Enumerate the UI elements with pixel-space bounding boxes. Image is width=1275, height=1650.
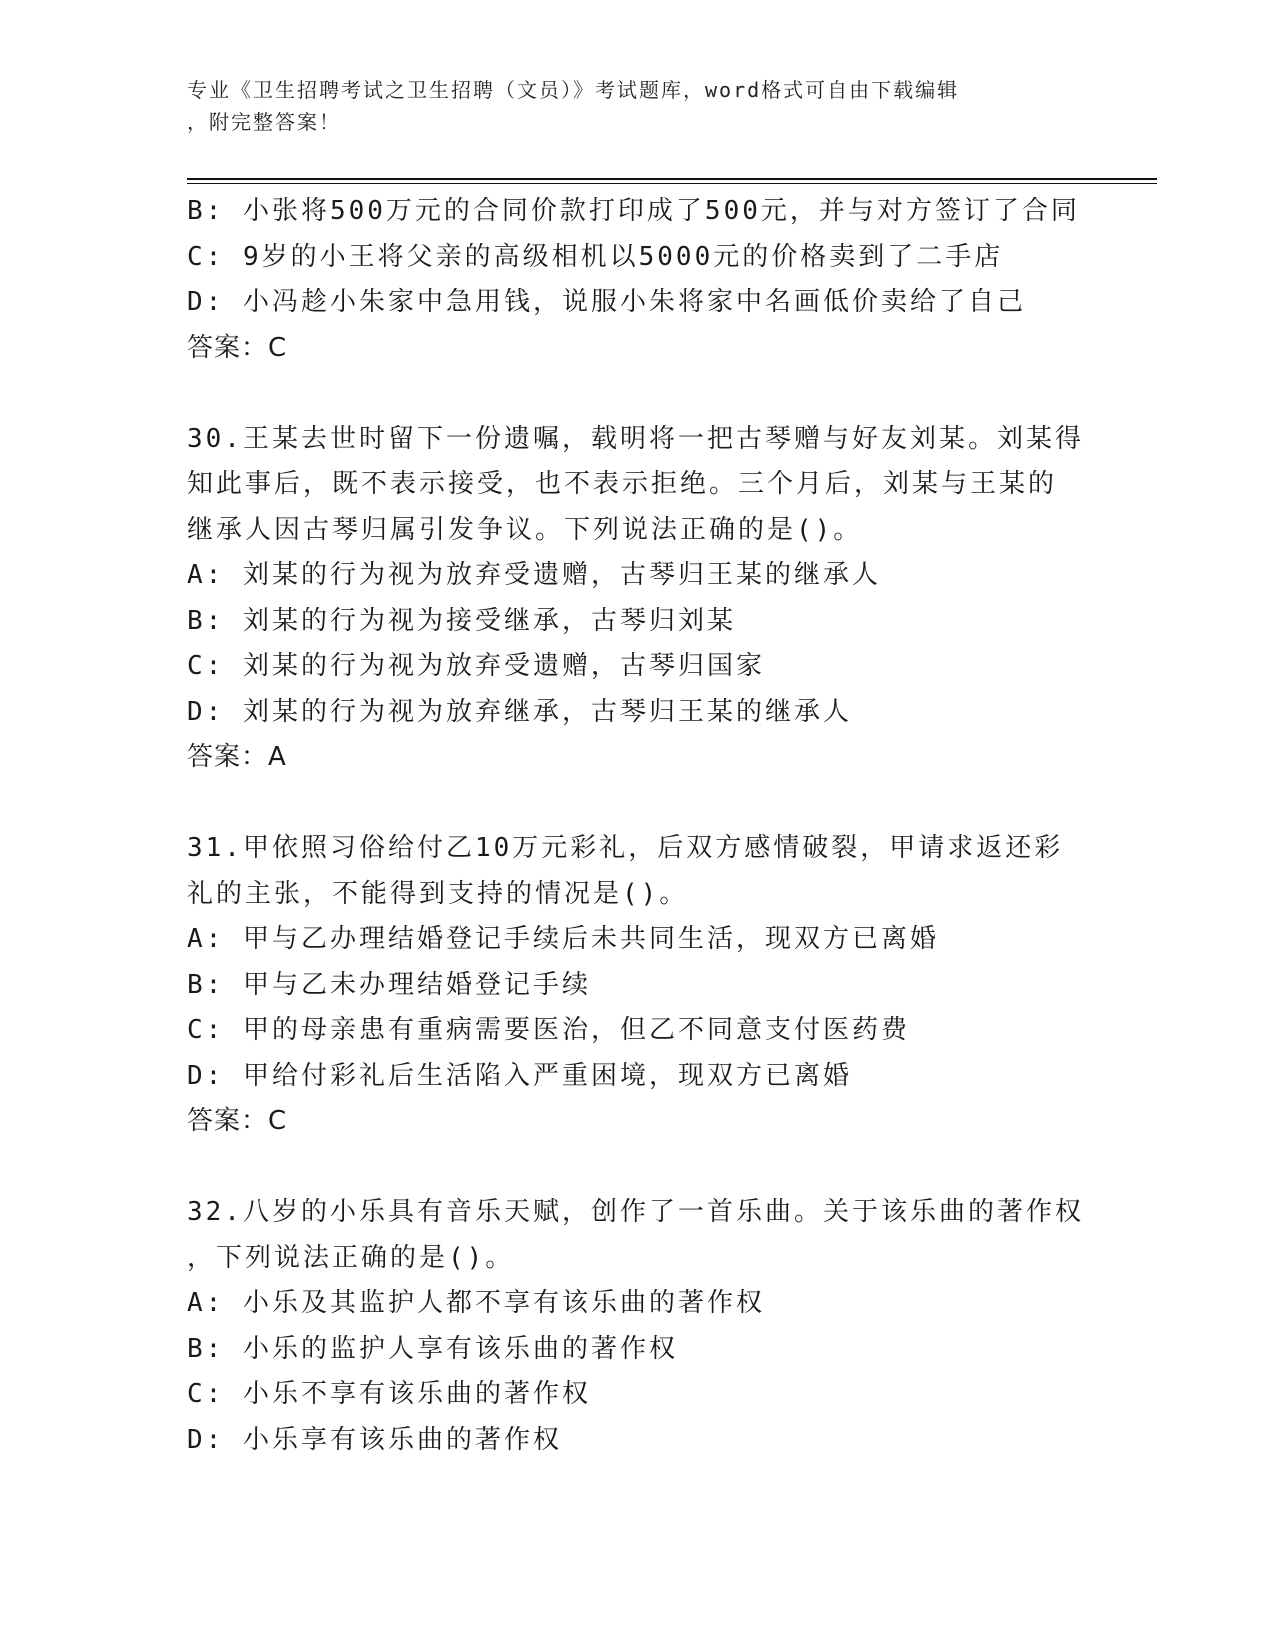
option-c: C: 小乐不享有该乐曲的著作权: [187, 1379, 591, 1409]
option-c: C: 甲的母亲患有重病需要医治，但乙不同意支付医药费: [187, 1015, 910, 1045]
option-b: B: 刘某的行为视为接受继承，古琴归刘某: [187, 605, 736, 636]
option-a: A: 小乐及其监护人都不享有该乐曲的著作权: [187, 1288, 765, 1318]
option-c: C: 9岁的小王将父亲的高级相机以5000元的价格卖到了二手店: [187, 241, 1004, 272]
question-content: [187, 189, 1087, 1463]
header-divider: [187, 178, 1157, 184]
question-stem-line: ，下列说法正确的是()。: [187, 1242, 515, 1273]
answer-line: 答案：C: [187, 332, 288, 363]
option-c: C: 刘某的行为视为放弃受遗赠，古琴归国家: [187, 651, 765, 681]
option-d: D: 小乐享有该乐曲的著作权: [187, 1424, 562, 1455]
option-d: D: 刘某的行为视为放弃继承，古琴归王某的继承人: [187, 696, 852, 727]
option-a: A: 刘某的行为视为放弃受遗赠，古琴归王某的继承人: [187, 560, 881, 590]
question-stem-line: 继承人因古琴归属引发争议。下列说法正确的是()。: [187, 514, 863, 545]
option-a: A: 甲与乙办理结婚登记手续后未共同生活，现双方已离婚: [187, 924, 939, 954]
option-b: B: 小张将500万元的合同价款打印成了500元，并与对方签订了合同: [187, 196, 1080, 226]
spacer: [187, 781, 1087, 827]
answer-line: 答案：A: [187, 742, 287, 772]
header-line-2: ，附完整答案！: [187, 110, 341, 134]
answer-line: 答案：C: [187, 1106, 288, 1136]
question-stem-line: 礼的主张，不能得到支持的情况是()。: [187, 878, 689, 909]
previous-question: [187, 189, 1087, 371]
question-stem-line: 知此事后，既不表示接受，也不表示拒绝。三个月后，刘某与王某的: [187, 469, 1058, 499]
option-b: B: 小乐的监护人享有该乐曲的著作权: [187, 1333, 678, 1364]
question-30: [187, 417, 1087, 781]
question-31: [187, 826, 1087, 1145]
option-d: D: 甲给付彩礼后生活陷入严重困境，现双方已离婚: [187, 1060, 852, 1091]
question-stem-line: 30.王某去世时留下一份遗嘱，载明将一把古琴赠与好友刘某。刘某得: [187, 423, 1084, 454]
spacer: [187, 1145, 1087, 1191]
option-b: B: 甲与乙未办理结婚登记手续: [187, 969, 591, 1000]
question-32: [187, 1190, 1087, 1463]
header-line-1: 专业《卫生招聘考试之卫生招聘（文员）》考试题库，word格式可自由下载编辑: [187, 78, 960, 102]
option-d: D: 小冯趁小朱家中急用钱，说服小朱将家中名画低价卖给了自己: [187, 287, 1026, 317]
question-stem-line: 32.八岁的小乐具有音乐天赋，创作了一首乐曲。关于该乐曲的著作权: [187, 1197, 1084, 1227]
question-stem-line: 31.甲依照习俗给付乙10万元彩礼，后双方感情破裂，甲请求返还彩: [187, 833, 1064, 863]
spacer: [187, 371, 1087, 417]
document-header: [187, 74, 1067, 138]
